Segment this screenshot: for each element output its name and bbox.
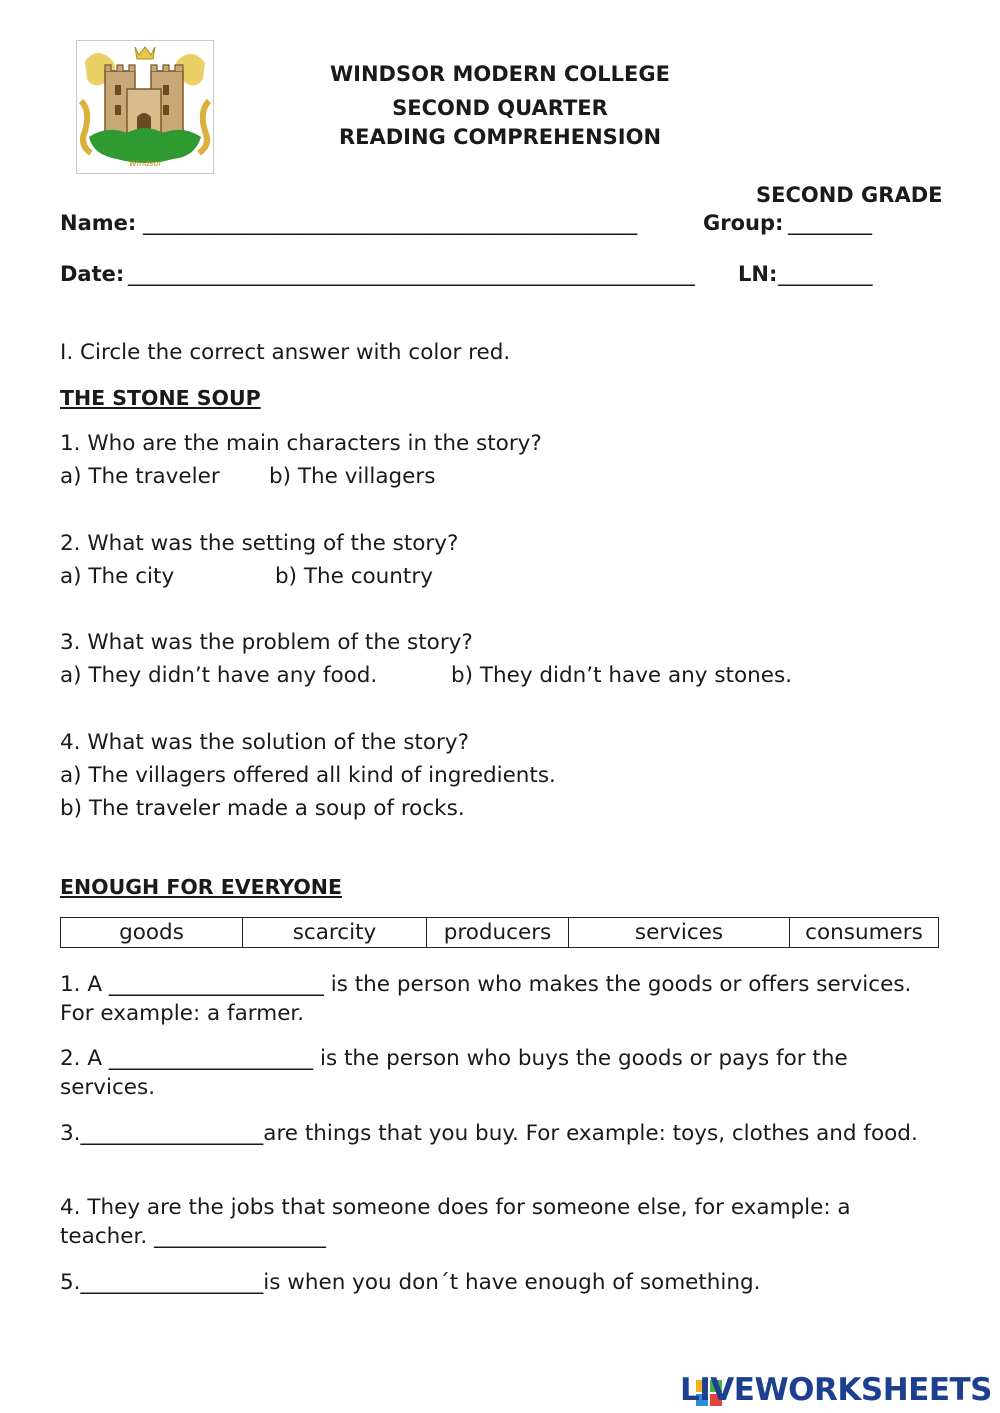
question-2: 2. What was the setting of the story?	[60, 531, 459, 556]
word-bank-item: goods	[61, 918, 243, 948]
section-title-enough-for-everyone: ENOUGH FOR EVERYONE	[60, 875, 342, 899]
q4-option-a[interactable]: a) The villagers offered all kind of ingredients.	[60, 763, 556, 788]
fill-blank-5[interactable]: 5._________________is when you don´t have enough of something.	[60, 1270, 761, 1295]
instructions: I. Circle the correct answer with color red.	[60, 340, 511, 365]
question-1: 1. Who are the main characters in the story?	[60, 431, 542, 456]
word-bank-item: scarcity	[243, 918, 427, 948]
date-field[interactable]: _____________________________________________________	[128, 262, 696, 286]
q1-option-a[interactable]: a) The traveler	[60, 464, 220, 489]
ln-label: LN:	[738, 262, 778, 286]
word-bank-item: consumers	[790, 918, 939, 948]
fill-blank-3[interactable]: 3._________________are things that you buy. For example: toys, clothes and food.	[60, 1121, 918, 1146]
date-label: Date:	[60, 262, 125, 286]
school-name: WINDSOR MODERN COLLEGE	[330, 62, 670, 86]
subject-title: READING COMPREHENSION	[338, 125, 662, 149]
q2-option-b[interactable]: b) The country	[275, 564, 433, 589]
q3-option-a[interactable]: a) They didn’t have any food.	[60, 663, 378, 688]
fill-blank-2[interactable]: 2. A ___________________ is the person who buys the goods or pays for the services.	[60, 1046, 848, 1100]
q4-option-b[interactable]: b) The traveler made a soup of rocks.	[60, 796, 465, 821]
ln-field[interactable]: _________	[778, 262, 873, 286]
group-field[interactable]: ________	[788, 211, 872, 235]
group-label: Group:	[703, 211, 784, 235]
name-field[interactable]: ______________________________________________	[143, 211, 638, 235]
question-3: 3. What was the problem of the story?	[60, 630, 473, 655]
quarter-title: SECOND QUARTER	[392, 96, 608, 120]
word-bank	[60, 917, 939, 948]
question-4: 4. What was the solution of the story?	[60, 730, 469, 755]
liveworksheets-brand[interactable]: LIVEWORKSHEETS	[680, 1372, 992, 1408]
name-label: Name:	[60, 211, 137, 235]
q1-option-b[interactable]: b) The villagers	[269, 464, 436, 489]
word-bank-item: producers	[427, 918, 569, 948]
castle-logo-icon	[77, 41, 213, 173]
fill-blank-4[interactable]: 4. They are the jobs that someone does for someone else, for example: a teacher. ________________	[60, 1195, 851, 1249]
section-title-stone-soup: THE STONE SOUP	[60, 386, 261, 410]
school-logo	[76, 40, 214, 174]
grade-label: SECOND GRADE	[756, 183, 943, 207]
word-bank-item: services	[569, 918, 790, 948]
q2-option-a[interactable]: a) The city	[60, 564, 175, 589]
logo-caption: Windsor	[129, 159, 162, 168]
q3-option-b[interactable]: b) They didn’t have any stones.	[451, 663, 793, 688]
fill-blank-1[interactable]: 1. A ____________________ is the person who makes the goods or offers services. For example: a farmer.	[60, 972, 912, 1026]
